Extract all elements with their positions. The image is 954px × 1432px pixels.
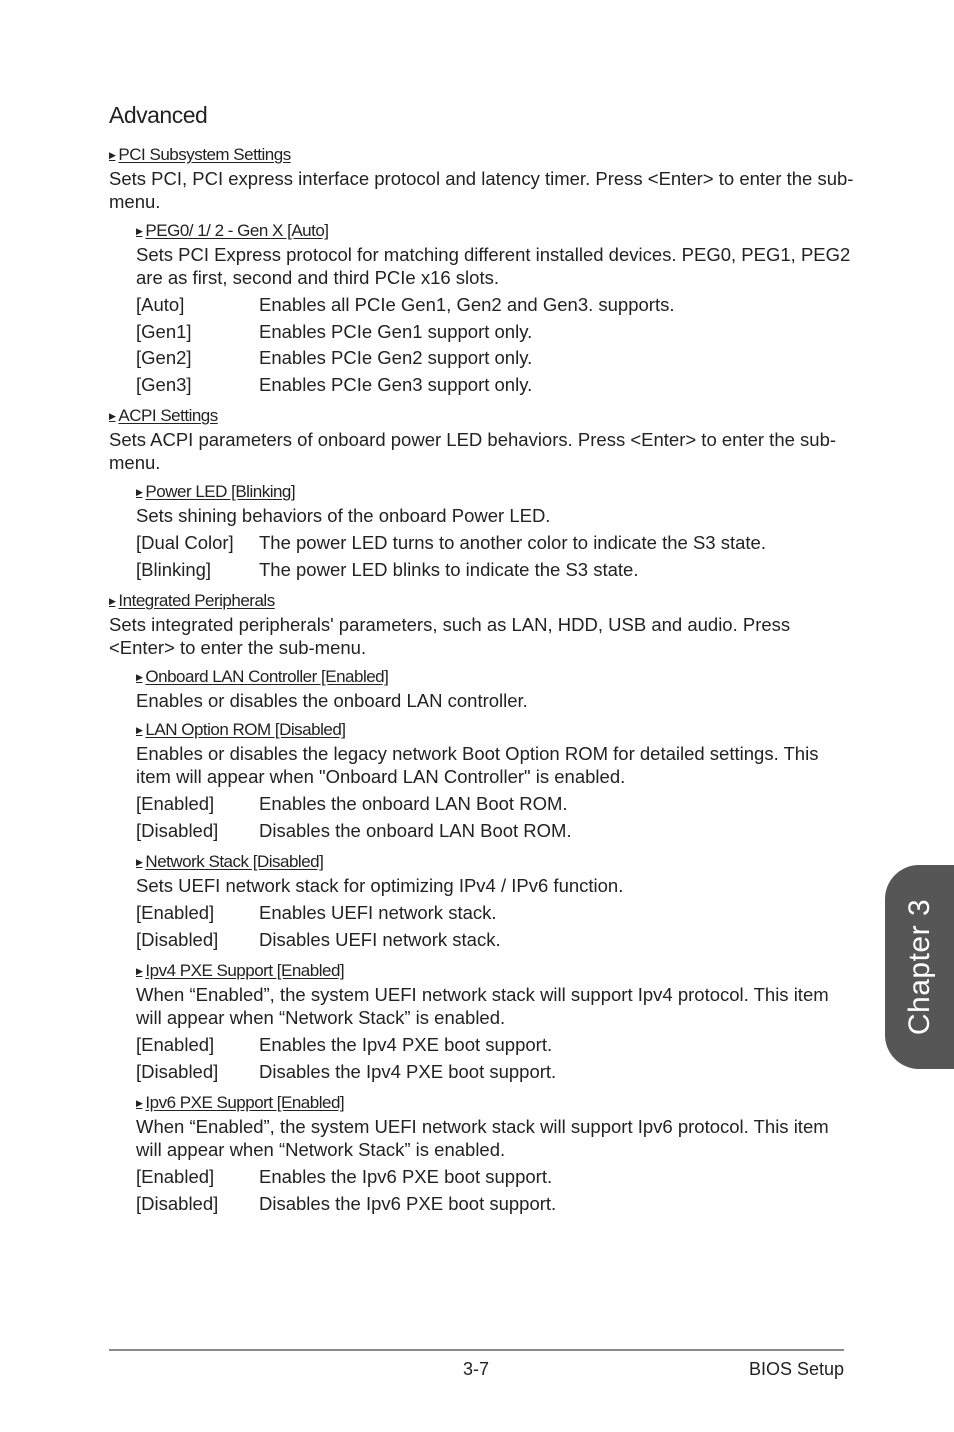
- triangle-right-icon: ▶: [136, 672, 143, 682]
- option-row: [136, 530, 854, 557]
- setting-description: Sets PCI Express protocol for matching different installed devices. PEG0, PEG1, PEG2 are as first, second and third PCIe x16 slots.: [136, 244, 851, 288]
- option-key: [Enabled]: [136, 793, 215, 814]
- option-row: [136, 1059, 854, 1086]
- option-key: [Disabled]: [136, 819, 219, 841]
- option-list: [136, 1164, 854, 1217]
- option-value: Enables PCIe Gen3 support only.: [259, 373, 533, 395]
- setting-title: Network Stack [Disabled]: [145, 852, 324, 871]
- setting-description: When “Enabled”, the system UEFI network stack will support Ipv4 protocol. This item will appear when “Network Stack” is enabled.: [136, 984, 829, 1028]
- option-row: [136, 345, 854, 372]
- setting-description: Sets integrated peripherals' parameters, such as LAN, HDD, USB and audio. Press <Enter> to enter the sub-menu.: [109, 614, 791, 658]
- footer-section-name: BIOS Setup: [748, 1359, 844, 1379]
- page-content: [109, 102, 854, 1225]
- option-key: [Enabled]: [136, 902, 215, 923]
- setting-title: Power LED [Blinking]: [145, 482, 296, 501]
- setting-heading: [136, 1093, 854, 1113]
- option-value: Enables UEFI network stack.: [259, 902, 497, 923]
- option-value: Enables the onboard LAN Boot ROM.: [259, 793, 568, 814]
- setting-description: Sets shining behaviors of the onboard Power LED.: [136, 505, 551, 526]
- setting-entry: [136, 221, 854, 398]
- option-row: [136, 1032, 854, 1059]
- option-key: [Blinking]: [136, 558, 212, 580]
- option-row: [136, 927, 854, 954]
- option-key: [Gen3]: [136, 373, 192, 395]
- triangle-right-icon: ▶: [136, 1098, 143, 1108]
- setting-title: Onboard LAN Controller [Enabled]: [145, 667, 389, 686]
- option-list: [136, 530, 854, 583]
- setting-title: PCI Subsystem Settings: [118, 145, 291, 164]
- option-value: Enables all PCIe Gen1, Gen2 and Gen3. supports.: [259, 294, 675, 315]
- option-key: [Enabled]: [136, 1034, 215, 1055]
- page-number: 3-7: [463, 1359, 490, 1379]
- triangle-right-icon: ▶: [136, 857, 143, 867]
- setting-heading: [136, 852, 854, 872]
- setting-heading: [136, 667, 854, 687]
- triangle-right-icon: ▶: [109, 150, 116, 160]
- option-value: Disables UEFI network stack.: [259, 928, 501, 950]
- option-row: [136, 791, 854, 818]
- option-key: [Auto]: [136, 294, 185, 315]
- setting-description: Sets UEFI network stack for optimizing IPv4 / IPv6 function.: [136, 875, 624, 896]
- option-row: [136, 818, 854, 845]
- option-key: [Dual Color]: [136, 532, 234, 553]
- setting-heading: [136, 961, 854, 981]
- setting-entry: [136, 1093, 854, 1217]
- option-value: The power LED blinks to indicate the S3 state.: [259, 558, 639, 580]
- setting-description: Enables or disables the legacy network Boot Option ROM for detailed settings. This item will appear when "Onboard LAN Controller" is enabled.: [136, 743, 819, 787]
- setting-entry: [109, 591, 854, 659]
- option-key: [Disabled]: [136, 1060, 219, 1082]
- setting-entry: [136, 852, 854, 953]
- footer-divider: [109, 1349, 844, 1351]
- option-list: [136, 791, 854, 844]
- option-value: Disables the onboard LAN Boot ROM.: [259, 819, 572, 841]
- option-value: Enables PCIe Gen2 support only.: [259, 347, 533, 368]
- setting-description: Enables or disables the onboard LAN controller.: [136, 690, 528, 711]
- setting-entry: [136, 961, 854, 1085]
- chapter-tab-label: Chapter 3: [902, 898, 936, 1036]
- setting-entry: [136, 667, 854, 712]
- triangle-right-icon: ▶: [109, 596, 116, 606]
- setting-description: When “Enabled”, the system UEFI network stack will support Ipv6 protocol. This item will appear when “Network Stack” is enabled.: [136, 1116, 829, 1160]
- option-value: Enables the Ipv4 PXE boot support.: [259, 1034, 553, 1055]
- chapter-tab: [885, 865, 954, 1069]
- option-list: [136, 292, 854, 398]
- option-row: [136, 1164, 854, 1191]
- setting-title: Ipv4 PXE Support [Enabled]: [145, 961, 345, 980]
- option-row: [136, 292, 854, 319]
- setting-heading: [136, 221, 854, 241]
- option-value: Disables the Ipv4 PXE boot support.: [259, 1060, 557, 1082]
- setting-title: ACPI Settings: [118, 406, 218, 425]
- option-list: [136, 1032, 854, 1085]
- option-value: Disables the Ipv6 PXE boot support.: [259, 1192, 557, 1214]
- option-key: [Enabled]: [136, 1166, 215, 1187]
- setting-description: Sets PCI, PCI express interface protocol and latency timer. Press <Enter> to enter the sub-menu.: [109, 168, 854, 212]
- option-value: Enables PCIe Gen1 support only.: [259, 320, 533, 342]
- option-key: [Disabled]: [136, 1192, 219, 1214]
- setting-heading: [136, 482, 854, 502]
- setting-heading: [109, 406, 854, 426]
- option-key: [Disabled]: [136, 928, 219, 950]
- triangle-right-icon: ▶: [109, 411, 116, 421]
- setting-entry: [109, 406, 854, 474]
- triangle-right-icon: ▶: [136, 226, 143, 236]
- setting-heading: [109, 145, 854, 165]
- entries-list: [109, 145, 854, 1217]
- setting-title: Ipv6 PXE Support [Enabled]: [145, 1093, 345, 1112]
- setting-title: PEG0/ 1/ 2 - Gen X [Auto]: [145, 221, 329, 240]
- setting-entry: [136, 482, 854, 583]
- setting-description: Sets ACPI parameters of onboard power LED behaviors. Press <Enter> to enter the sub-menu.: [109, 429, 837, 473]
- option-row: [136, 900, 854, 927]
- setting-entry: [136, 720, 854, 844]
- setting-heading: [136, 720, 854, 740]
- triangle-right-icon: ▶: [136, 966, 143, 976]
- triangle-right-icon: ▶: [136, 487, 143, 497]
- option-row: [136, 372, 854, 399]
- option-value: The power LED turns to another color to indicate the S3 state.: [259, 532, 766, 553]
- section-title: Advanced: [109, 102, 208, 128]
- option-row: [136, 557, 854, 584]
- triangle-right-icon: ▶: [136, 725, 143, 735]
- option-value: Enables the Ipv6 PXE boot support.: [259, 1166, 553, 1187]
- setting-title: Integrated Peripherals: [118, 591, 275, 610]
- option-row: [136, 319, 854, 346]
- option-list: [136, 900, 854, 953]
- option-key: [Gen1]: [136, 320, 192, 342]
- setting-entry: [109, 145, 854, 213]
- option-key: [Gen2]: [136, 347, 192, 368]
- setting-title: LAN Option ROM [Disabled]: [145, 720, 346, 739]
- setting-heading: [109, 591, 854, 611]
- option-row: [136, 1191, 854, 1218]
